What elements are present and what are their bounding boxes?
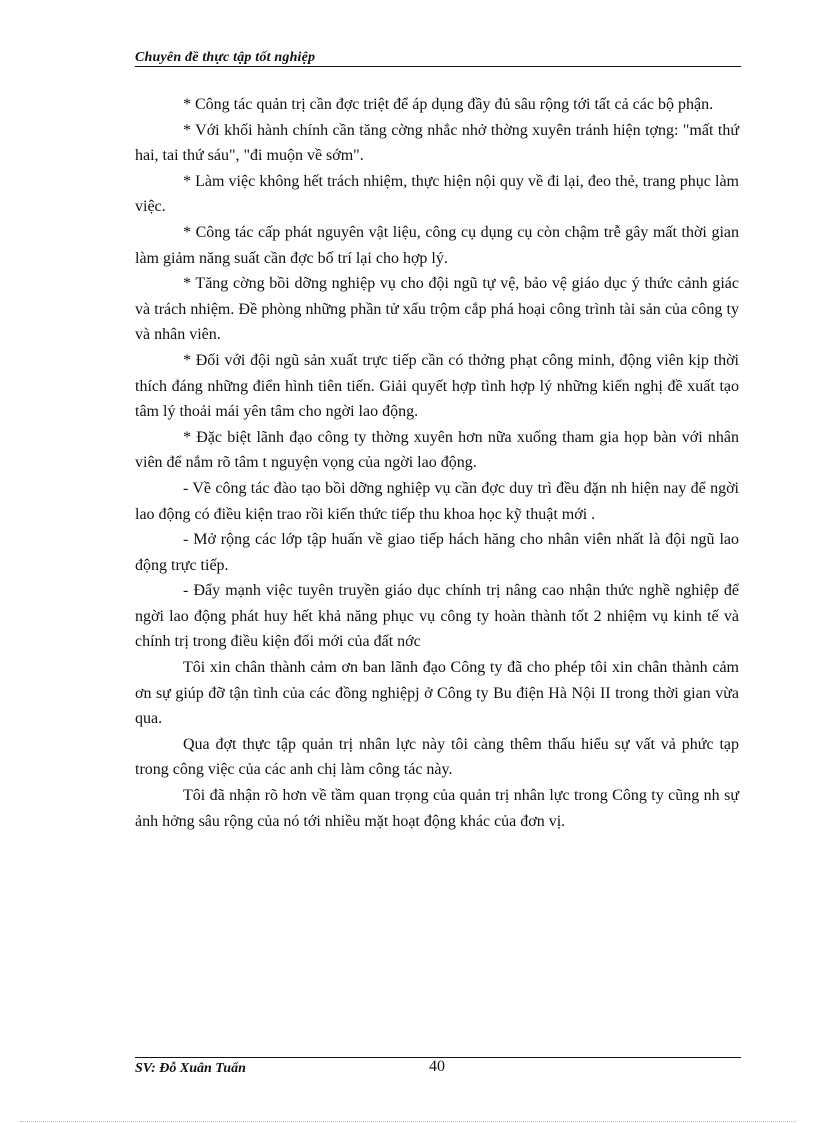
paragraph: * Với khối hành chính cần tăng cờng nhắc nhở thờng xuyên tránh hiện tợng: "mất thứ hai, tai thứ sáu", "đi muộn về sớm". xyxy=(135,121,739,165)
paragraph: * Tăng cờng bồi dỡng nghiệp vụ cho đội ngũ tự vệ, bảo vệ giáo dục ý thức cảnh giác và trách nhiệm. Đề phòng những phần tử xấu trộm cắp phá hoại công trình tài sản của công ty và nhân viên. xyxy=(135,275,739,344)
header-title: Chuyên đề thực tập tốt nghiệp xyxy=(135,50,316,65)
paragraph: Tôi xin chân thành cảm ơn ban lãnh đạo Công ty đã cho phép tôi xin chân thành cảm ơn sự giúp đỡ tận tình của các đồng nghiệpj ở Công ty Bu điện Hà Nội II trong thời gian vừa qua. xyxy=(135,659,739,728)
paragraph: - Mở rộng các lớp tập huấn về giao tiếp hách hăng cho nhân viên nhất là đội ngũ lao động trực tiếp. xyxy=(135,531,739,574)
document-body xyxy=(135,92,739,834)
paragraph: * Công tác quản trị cần đợc triệt để áp dụng đầy đủ sâu rộng tới tất cả các bộ phận. xyxy=(183,96,714,113)
paragraph: * Đặc biệt lãnh đạo công ty thờng xuyên hơn nữa xuống tham gia họp bàn với nhân viên để nắm rõ tâm t nguyện vọng của ngời lao động. xyxy=(135,428,739,472)
paragraph: Tôi đã nhận rõ hơn về tầm quan trọng của quản trị nhân lực trong Công ty cũng nh sự ảnh hởng sâu rộng của nó tới nhiều mặt hoạt động khác của đơn vị. xyxy=(135,787,739,830)
page-number: 40 xyxy=(429,1058,445,1075)
footer-author: SV: Đỗ Xuân Tuấn xyxy=(135,1061,246,1076)
paragraph: * Đối với đội ngũ sản xuất trực tiếp cần có thởng phạt công minh, động viên kịp thời thích đáng những điển hình tiên tiến. Giải quyết hợp tình hợp lý những kiến nghị đề xuất tạo tâm lý thoải mái yên tâm cho ngời lao động. xyxy=(135,351,739,421)
header-rule xyxy=(135,66,741,67)
paragraph: - Về công tác đào tạo bồi dỡng nghiệp vụ cần đợc duy trì đều đặn nh hiện nay để ngời lao động có điều kiện trao rồi kiến thức tiếp thu khoa học kỹ thuật mới . xyxy=(135,479,739,523)
paragraph: - Đẩy mạnh việc tuyên truyền giáo dục chính trị nâng cao nhận thức nghề nghiệp để ngời lao động phát huy hết khả năng phục vụ công ty hoàn thành tốt 2 nhiệm vụ kinh tế và chính trị trong điều kiện đổi mới của đất nớc xyxy=(135,582,739,651)
paragraph: Qua đợt thực tập quản trị nhân lực này tôi càng thêm thấu hiểu sự vất vả phức tạp trong công việc của các anh chị làm công tác này. xyxy=(135,735,739,779)
page-edge-divider xyxy=(20,1121,796,1122)
paragraph: * Làm việc không hết trách nhiệm, thực hiện nội quy về đi lại, đeo thẻ, trang phục làm việc. xyxy=(135,172,739,216)
paragraph: * Công tác cấp phát nguyên vật liệu, công cụ dụng cụ còn chậm trễ gây mất thời gian làm giảm năng suất cần đợc bố trí lại cho hợp lý. xyxy=(135,223,739,267)
